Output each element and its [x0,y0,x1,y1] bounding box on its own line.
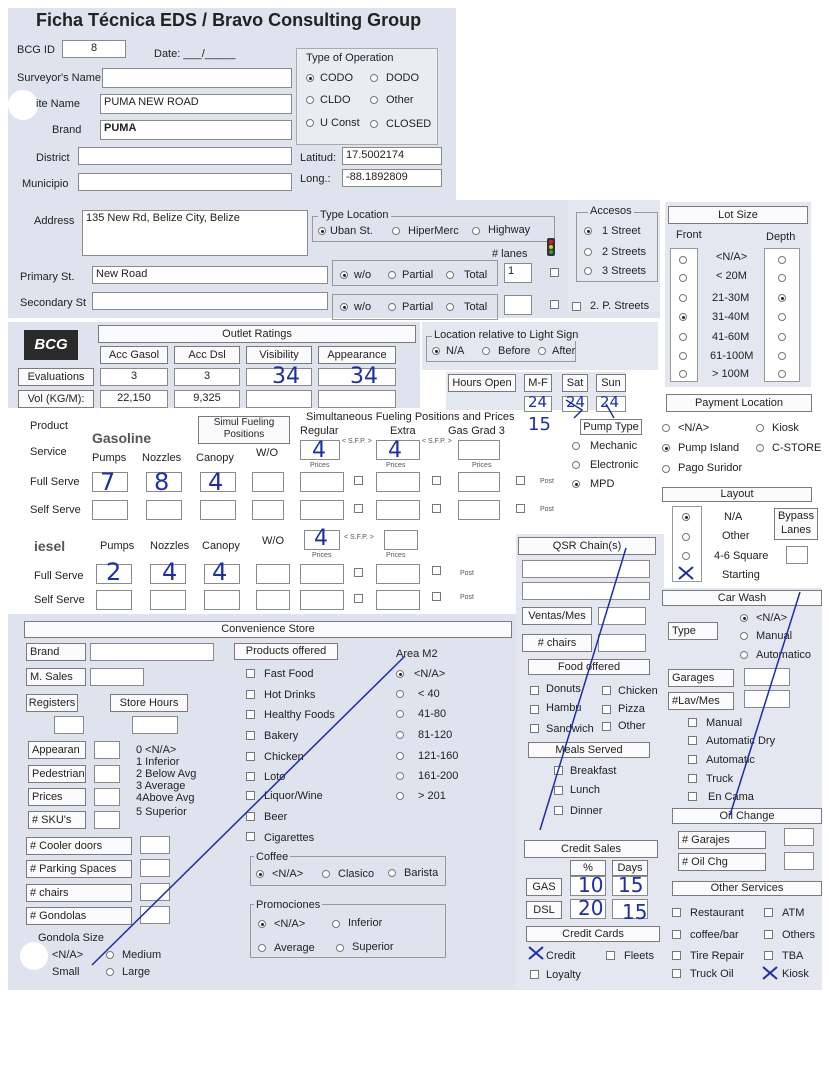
prices-label-3: Prices [472,462,492,469]
lot-size-31-40: 31-40M [712,311,750,323]
prod-bakery: Bakery [264,730,299,742]
products-title: Products offered [234,643,338,660]
latitud-label: Latitud: [300,152,337,164]
car-wash-title: Car Wash [662,590,822,606]
lav-label: #Lav/Mes [668,692,734,710]
product-label: Product [30,420,68,432]
area-201: > 201 [418,790,446,802]
store-msales-label: M. Sales [26,668,86,686]
other-coffee: coffee/bar [690,929,739,941]
area-40: < 40 [418,688,440,700]
food-chicken: Chicken [618,685,658,697]
brand-label: Brand [52,124,82,136]
opt-hipermerc: HiperMerc [408,225,459,237]
address-field[interactable]: 135 New Rd, Belize City, Belize [82,210,308,256]
prod-hotdrinks: Hot Drinks [264,689,316,701]
opt-uban: Uban St. [330,225,373,237]
hw-visibility: 34 [272,364,300,389]
hw-fifteen: 15 [528,414,551,435]
hw-hours-sat: 24 [566,393,586,411]
dsl-post-1: Post [460,570,475,577]
area-81-120: 81-120 [418,729,453,741]
eval-acc-gasol[interactable]: 3 [100,368,168,386]
vol-label: Vol (KG/M): [18,390,94,408]
payment-title: Payment Location [666,394,812,412]
hours-sat: Sat [562,374,588,392]
other-kiosk: Kiosk [782,968,809,980]
sfp-label-2: < S.F.P. > [422,438,452,445]
wash-check-dry: Automatic Dry [706,735,776,747]
garages-label: Garages [668,669,734,687]
diesel-prices-1: Prices [312,552,332,559]
col-acc-dsl: Acc Dsl [174,346,240,364]
card-loyalty: Loyalty [546,969,581,981]
credit-dsl-label: DSL [526,901,562,919]
hw-gas-regular-sfp: 4 [312,438,326,463]
food-title: Food offered [528,659,650,675]
hours-label: Hours Open [448,374,516,392]
vol-acc-gasol[interactable]: 22,150 [100,390,168,408]
bcg-id-field[interactable]: 8 [62,40,126,58]
sfp-label-1: < S.F.P. > [342,438,372,445]
pump-mechanic: Mechanic [590,440,638,452]
hours-sun: Sun [596,374,626,392]
service-label: Service [30,446,67,458]
opt-codo: CODO [320,72,353,84]
promo-inferior: Inferior [348,917,383,929]
gasoline-label: Gasoline [92,430,152,446]
secondary-wo-label: w/o [354,301,372,313]
diesel-nozzles-label: Nozzles [150,540,190,552]
lanes-label: # lanes [492,248,528,260]
simultaneous-title: Simultaneous Fueling Positions and Prices [306,411,515,423]
light-title: Location relative to Light Sign [434,329,579,341]
lot-depth-label: Depth [766,231,796,243]
oil-chg-label: # Oil Chg [678,853,766,871]
lot-size-100: > 100M [712,368,749,380]
hw-dsl-pumps: 2 [106,558,122,586]
gondola-title: Gondola Size [38,932,105,944]
car-wash-type-label: Type [668,622,718,640]
diesel-self-serve-label: Self Serve [34,594,85,606]
light-na: N/A [446,345,465,357]
diesel-full-serve-label: Full Serve [34,570,84,582]
wash-manual: Manual [756,630,793,642]
diesel-label: iesel [34,538,66,554]
prod-chicken: Chicken [264,751,304,763]
col-acc-gasol: Acc Gasol [100,346,168,364]
meal-lunch: Lunch [570,784,600,796]
hw-hours-sun: 24 [600,393,620,411]
hw-dsl-canopy: 4 [212,558,228,586]
wash-check-truck: Truck [706,773,734,785]
light-before: Before [498,345,531,357]
site-name-field[interactable]: PUMA NEW ROAD [100,94,292,114]
pump-electronic: Electronic [590,459,639,471]
regular-label: Regular [300,425,339,437]
hw-dsl-sfp: 4 [314,526,328,551]
chairs-label: # chairs [522,634,592,652]
post-label-1: Post [540,478,555,485]
diesel-wo-label: W/O [262,535,284,547]
hw-credit-dsl-days: 15 [622,900,648,924]
lot-size-41-60: 41-60M [712,331,750,343]
layout-starting: Starting [722,569,760,581]
opt-other: Other [386,94,414,106]
count-cooler-label: # Cooler doors [26,837,132,855]
credit-days-label: Days [612,860,648,876]
hw-hours-mf: 24 [528,393,548,411]
gas-grad3-label: Gas Grad 3 [448,425,505,437]
diesel-prices-2: Prices [386,552,406,559]
layout-square: 4-6 Square [714,550,769,562]
prod-cigarettes: Cigarettes [264,832,315,844]
extra-label: Extra [390,425,416,437]
other-restaurant: Restaurant [690,907,744,919]
bcg-logo: BCG [24,330,78,360]
hw-appearance: 34 [350,364,378,389]
form-title: Ficha Técnica EDS / Bravo Consulting Group [36,10,422,30]
eval-acc-dsl[interactable]: 3 [174,368,240,386]
food-sandwich: Sandwich [546,723,594,735]
prod-healthy: Healthy Foods [264,709,335,721]
operation-title: Type of Operation [306,52,394,64]
food-other: Other [618,720,646,732]
prod-liquor: Liquor/Wine [264,790,323,802]
wash-check-cama: En Cama [708,791,754,803]
wash-auto: Automatico [756,649,812,661]
gondola-large: Large [122,966,151,978]
gondola-medium: Medium [122,949,162,961]
lot-front-label: Front [676,229,702,241]
district-label: District [36,152,70,164]
area-121-160: 121-160 [418,750,459,762]
store-registers-label: Registers [26,694,78,712]
hw-credit-gas-pct: 10 [578,873,604,897]
secondary-partial-label: Partial [402,301,434,313]
hw-dsl-nozzles: 4 [162,558,178,586]
surveyor-label: Surveyor's Name [17,72,102,84]
other-tba: TBA [782,950,804,962]
opt-3-streets: 3 Streets [602,265,647,277]
primary-label: Primary St. [20,271,75,283]
prod-beer: Beer [264,811,288,823]
meal-dinner: Dinner [570,805,603,817]
promo-title: Promociones [256,899,321,911]
other-others: Others [782,929,816,941]
promo-superior: Superior [352,941,394,953]
canopy-label: Canopy [196,452,234,464]
primary-wo-label: w/o [354,269,372,281]
layout-na: N/A [724,511,743,523]
primary-field[interactable]: New Road [92,266,328,284]
secondary-label: Secondary St [20,297,87,309]
credit-cards-title: Credit Cards [526,926,660,942]
coffee-clasico: Clasico [338,868,375,880]
type-location-title: Type Location [320,209,389,221]
diesel-canopy-label: Canopy [202,540,240,552]
area-41-80: 41-80 [418,708,447,720]
col-visibility: Visibility [246,346,312,364]
opt-cldo: CLDO [320,94,351,106]
wash-check-automatic: Automatic [706,754,755,766]
lot-size-21-30: 21-30M [712,292,750,304]
rating-skus-label: # SKU's [28,811,86,829]
coffee-na: <N/A> [272,868,304,880]
hw-gas-pumps: 7 [100,468,116,496]
address-label: Address [34,215,75,227]
payment-kiosk: Kiosk [772,422,799,434]
pumps-label: Pumps [92,452,127,464]
hw-gas-nozzles: 8 [154,468,170,496]
opt-highway: Highway [488,224,531,236]
hw-gas-extra-sfp: 4 [388,438,402,463]
area-161-200: 161-200 [418,770,459,782]
store-brand-label: Brand [26,643,86,661]
food-pizza: Pizza [618,703,645,715]
rating-appearance-label: Appearan [28,741,86,759]
count-gondolas-label: # Gondolas [26,907,132,925]
scale-3: 3 Average [136,780,186,792]
card-credit: Credit [546,950,576,962]
wash-check-manual: Manual [706,717,743,729]
secondary-total-label: Total [464,301,488,313]
payment-suridor: Pago Suridor [678,462,743,474]
scale-4: 4Above Avg [136,792,195,804]
scale-1: 1 Inferior [136,756,180,768]
rating-prices-label: Prices [28,788,86,806]
other-atm: ATM [782,907,805,919]
coffee-title: Coffee [256,851,289,863]
lot-size-61-100: 61-100M [710,350,754,362]
lot-size-20: < 20M [716,270,747,282]
primary-total-label: Total [464,269,488,281]
other-truckoil: Truck Oil [690,968,734,980]
store-title: Convenience Store [24,621,512,638]
prices-label-2: Prices [386,462,406,469]
full-serve-label: Full Serve [30,476,80,488]
scale-2: 2 Below Avg [136,768,197,780]
meals-title: Meals Served [528,742,650,758]
gondola-na: <N/A> [52,949,84,961]
primary-lanes-field[interactable]: 1 [504,263,532,283]
diesel-sfp-label: < S.F.P. > [344,534,374,541]
opt-dodo: DODO [386,72,419,84]
oil-garajes-label: # Garajes [678,831,766,849]
scale-5: 5 Superior [136,806,187,818]
lot-size-title: Lot Size [668,206,808,224]
bypass-lanes-label: Bypass Lanes [774,508,818,540]
outlet-title: Outlet Ratings [98,325,416,343]
count-chairs-label: # chairs [26,884,132,902]
pump-mpd: MPD [590,478,615,490]
ventas-label: Ventas/Mes [522,607,592,625]
card-fleets: Fleets [624,950,654,962]
layout-other: Other [722,530,750,542]
long-field[interactable]: -88.1892809 [342,169,442,187]
scale-0: 0 <N/A> [136,744,177,756]
hours-mf: M-F [524,374,552,392]
gondola-small: Small [52,966,80,978]
promo-na: <N/A> [274,918,306,930]
food-hambu: Hambu [546,702,582,714]
prod-fastfood: Fast Food [264,668,314,680]
self-serve-label: Self Serve [30,504,81,516]
simul-fueling-header: Simul Fueling Positions [198,416,290,444]
credit-gas-label: GAS [526,878,562,896]
opt-uconst: U Const [320,117,360,129]
opt-2-streets: 2 Streets [602,246,647,258]
other-tire: Tire Repair [690,950,744,962]
qsr-title: QSR Chain(s) [518,537,656,555]
rating-pedestrian-label: Pedestrian [28,765,86,783]
p-streets-label: 2. P. Streets [590,300,650,312]
vol-acc-dsl[interactable]: 9,325 [174,390,240,408]
food-donuts: Donuts [546,683,581,695]
accesos-title: Accesos [590,205,632,217]
dsl-post-2: Post [460,594,475,601]
latitud-field[interactable]: 17.5002174 [342,147,442,165]
long-label: Long.: [300,173,331,185]
light-after: After [552,345,576,357]
wash-na: <N/A> [756,612,788,624]
hw-credit-dsl-pct: 20 [578,896,604,920]
promo-average: Average [274,942,315,954]
payment-island: Pump Island [678,442,740,454]
municipio-label: Municipio [22,178,69,190]
credit-pct-label: % [570,860,606,876]
diesel-pumps-label: Pumps [100,540,135,552]
pump-type-title: Pump Type [580,419,642,435]
lot-size-na: <N/A> [716,251,748,263]
bcg-id-label: BCG ID [17,44,55,56]
prod-loto: Loto [264,771,286,783]
other-title: Other Services [672,881,822,896]
evaluations-label: Evaluations [18,368,94,386]
hw-gas-canopy: 4 [208,468,224,496]
coffee-barista: Barista [404,867,439,879]
brand-field[interactable]: PUMA [100,120,292,140]
opt-1-street: 1 Street [602,225,641,237]
payment-na: <N/A> [678,422,710,434]
hw-credit-gas-days: 15 [618,873,644,897]
nozzles-label: Nozzles [142,452,182,464]
area-title: Area M2 [396,648,438,660]
count-parking-label: # Parking Spaces [26,860,132,878]
prices-label-1: Prices [310,462,330,469]
payment-cstore: C-STORE [772,442,822,454]
site-name-label: ite Name [36,98,81,110]
oil-title: Oil Change [672,808,822,824]
date-label: Date: ___/_____ [154,48,236,60]
opt-closed: CLOSED [386,118,432,130]
meal-breakfast: Breakfast [570,765,617,777]
area-na: <N/A> [414,668,446,680]
post-label-2: Post [540,506,555,513]
store-hours-label: Store Hours [110,694,188,712]
col-appearance: Appearance [318,346,396,364]
credit-sales-title: Credit Sales [524,840,658,858]
wo-label: W/O [256,447,278,459]
layout-title: Layout [662,487,812,502]
primary-partial-label: Partial [402,269,434,281]
